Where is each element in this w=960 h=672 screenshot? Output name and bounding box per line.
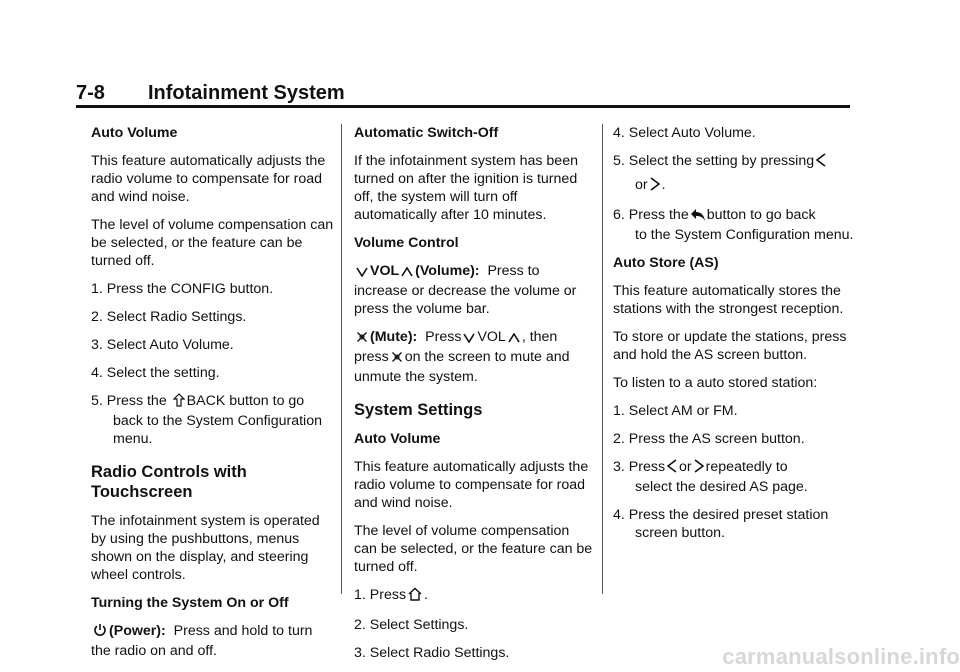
system-settings-heading: System Settings: [354, 401, 483, 419]
power-label: (Power):: [109, 623, 166, 639]
step-text: BACK button to go: [186, 393, 305, 409]
mute-text: on the screen to mute and unmute the system.: [354, 349, 570, 385]
mute-text: , then: [521, 329, 558, 345]
chevron-right-icon: [694, 459, 704, 478]
chevron-up-icon: [508, 330, 520, 348]
step-text: .: [424, 587, 428, 603]
auto-store-heading: Auto Store (AS): [613, 255, 719, 271]
radio-controls-heading: Radio Controls with Touchscreen: [91, 463, 247, 501]
list-item: [613, 152, 857, 196]
list-item: 1. Press the CONFIG button.: [91, 281, 274, 297]
page-title: Infotainment System: [148, 82, 345, 104]
chevron-down-icon: [356, 264, 368, 282]
list-item: 3. Select Radio Settings.: [354, 645, 510, 661]
list-item: 1. Select AM or FM.: [613, 403, 738, 419]
list-item: [613, 506, 857, 542]
step-text: 5. Select the setting by pressing: [613, 153, 815, 169]
paragraph: [354, 262, 594, 318]
step-continuation: to the System Configuration menu.: [635, 227, 854, 243]
watermark: carmanualsonline.info: [722, 644, 960, 669]
step-text: 3. Press: [613, 459, 666, 475]
mute-text: VOL: [477, 329, 506, 345]
step-text: 4. Press the desired preset station: [613, 507, 829, 523]
chevron-left-icon: [667, 459, 677, 478]
page-number: 7-8: [76, 82, 105, 104]
paragraph: The level of volume compensation can be selected, or the feature can be turned off.: [91, 217, 334, 269]
chevron-left-icon: [816, 153, 826, 172]
list-item: [91, 392, 335, 448]
home-icon: [408, 587, 422, 606]
list-item: 2. Press the AS screen button.: [613, 431, 805, 447]
step-text: or: [679, 459, 692, 475]
step-text: button to go back: [706, 207, 816, 223]
step-text: repeatedly to: [705, 459, 788, 475]
step-continuation: select the desired AS page.: [635, 479, 808, 495]
paragraph: This feature automatically adjusts the radio volume to compensate for road and wind noise.: [91, 153, 326, 205]
volume-text: Press to increase or decrease the volume or press the volume bar.: [354, 263, 577, 317]
paragraph: To listen to a auto stored station:: [613, 375, 818, 391]
chevron-right-icon: [650, 177, 660, 196]
list-item: [613, 458, 857, 496]
list-item: [613, 206, 857, 244]
step-continuation: screen button.: [635, 525, 725, 541]
list-item: 4. Select Auto Volume.: [613, 125, 756, 141]
paragraph: To store or update the stations, press and hold the AS screen button.: [613, 329, 847, 363]
column-3: [613, 124, 857, 552]
step-text: or: [635, 177, 648, 193]
power-text: Press and hold to turn the radio on and off.: [91, 623, 313, 659]
step-text: .: [661, 177, 666, 193]
paragraph: This feature automatically adjusts the radio volume to compensate for road and wind noise.: [354, 459, 589, 511]
mute-label: (Mute):: [370, 329, 418, 345]
step-continuation: back to the System Configuration menu.: [113, 413, 322, 447]
paragraph: [354, 328, 594, 386]
mute-icon: [356, 330, 368, 348]
step-text: 6. Press the: [613, 207, 689, 223]
paragraph: If the infotainment system has been turned on after the ignition is turned off, the system will turn off automatically after 10 minutes.: [354, 153, 578, 223]
volume-control-heading: Volume Control: [354, 235, 459, 251]
list-item: 3. Select Auto Volume.: [91, 337, 234, 353]
list-item: 2. Select Radio Settings.: [91, 309, 247, 325]
volume-label: (Volume):: [415, 263, 480, 279]
auto-volume-heading: Auto Volume: [91, 125, 178, 141]
step-text: 1. Press: [354, 587, 407, 603]
mute-icon: [391, 350, 403, 368]
mute-text: Press: [425, 329, 462, 345]
column-2: [354, 124, 594, 672]
paragraph: This feature automatically stores the stations with the strongest reception.: [613, 283, 844, 317]
vol-label: VOL: [370, 263, 400, 279]
mute-text: press: [354, 349, 389, 365]
list-item: 2. Select Settings.: [354, 617, 469, 633]
page-header: [76, 80, 850, 106]
header-rule: [76, 105, 850, 108]
paragraph: [91, 622, 335, 660]
step-text: 5. Press the: [91, 393, 167, 409]
auto-switch-heading: Automatic Switch-Off: [354, 125, 499, 141]
list-item: [354, 586, 594, 606]
chevron-down-icon: [463, 330, 475, 348]
column-1: [91, 124, 335, 670]
list-item: 4. Select the setting.: [91, 365, 220, 381]
column-divider: [341, 124, 342, 594]
column-divider: [602, 124, 603, 594]
paragraph: The level of volume compensation can be selected, or the feature can be turned off.: [354, 523, 593, 575]
auto-volume-heading: Auto Volume: [354, 431, 441, 447]
power-icon: [93, 623, 107, 642]
paragraph: The infotainment system is operated by using the pushbuttons, menus shown on the display, and steering wheel controls.: [91, 513, 320, 583]
chevron-up-icon: [401, 264, 413, 282]
back-arrow-icon: [173, 393, 185, 412]
return-icon: [691, 208, 705, 226]
turning-heading: Turning the System On or Off: [91, 595, 289, 611]
